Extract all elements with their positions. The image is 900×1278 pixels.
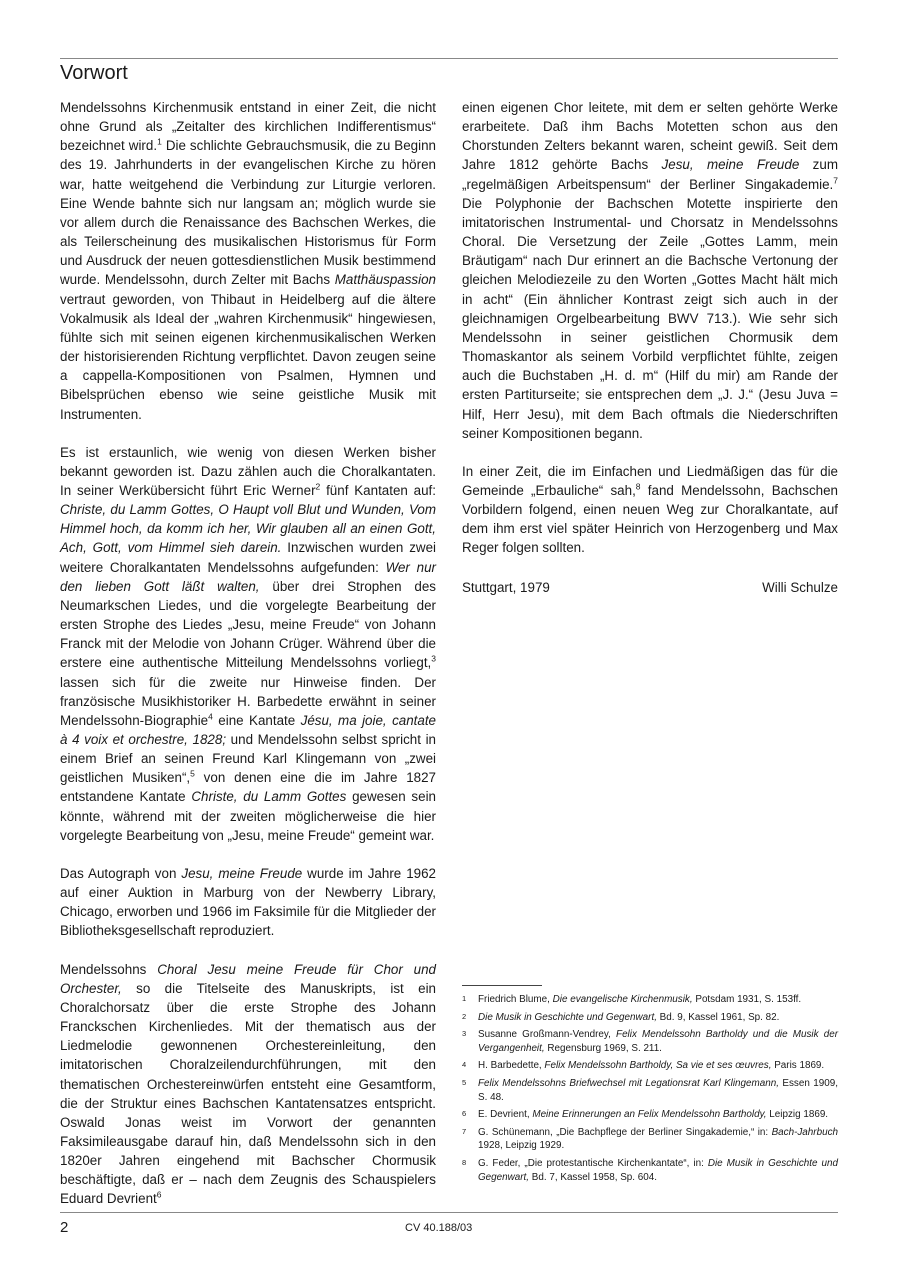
text-run: Susanne Großmann-Vendrey,: [478, 1029, 617, 1041]
signature-line: [462, 578, 838, 597]
text-run: Friedrich Blume,: [478, 994, 553, 1005]
italic-title: Meine Erinnerungen an Felix Mendelssohn Bartholdy,: [532, 1109, 767, 1121]
text-run: Essen 1909, S. 48.: [478, 1077, 838, 1103]
italic-title: Felix Mendelssohn Bartholdy, Sa vie et ses œuvres,: [544, 1060, 772, 1072]
italic-title: Die evangelische Kirchenmusik,: [552, 994, 693, 1005]
footnote-ref: 7: [833, 175, 838, 186]
footnote-ref: 3: [431, 653, 436, 664]
text-run: Bd. 7, Kassel 1958, Sp. 604.: [529, 1171, 657, 1183]
footnote-number: 1: [462, 994, 467, 1003]
footnote-number: 7: [462, 1126, 467, 1136]
footnote-item: [462, 1157, 838, 1184]
italic-title: Choral Jesu meine Freude für Chor und Orchester,: [60, 961, 436, 996]
paragraph: [462, 98, 838, 443]
text-run: eine Kantate: [212, 712, 301, 728]
text-run: vertraut geworden, von Thibaut in Heidelberg auf die ältere Vokalmusik als Ideal der „wahren Kirchenmusik“ hingewiesen, fühlte sich mit seinen eigenen kirchenmusikalischen Werken der historisierenden Richtung verpflichtet. Davon zeugen seine a cappella-Kompositionen von Psalmen, Hymnen und Bibelsprüchen ebenso wie seine geistliche Musik mit Instrumenten.: [60, 291, 436, 422]
italic-title: Christe, du Lamm Gottes, O Haupt voll Blut und Wunden, Vom Himmel hoch, da komm ich her, Wir glauben all an einen Gott, Ach, Gott, vom Himmel sieh darein.: [60, 502, 436, 556]
paragraph: [60, 864, 436, 941]
text-run: Das Autograph von: [60, 865, 182, 881]
bottom-rule: [60, 1212, 838, 1213]
text-run: über drei Strophen des Neumarkschen Liedes, und die vorgelegte Bearbeitung der ersten Strophe des Liedes „Jesu, meine Freude“ von Johann Franck mit der Melodie von Johann Crüger. Während über die erstere eine authentische Mitteilung Mendelssohns vorliegt,: [60, 578, 436, 671]
paragraph: [60, 98, 436, 424]
italic-title: Jesu, meine Freude: [181, 865, 303, 881]
footnote-item: [462, 1059, 838, 1073]
footnote-number: 6: [462, 1109, 467, 1119]
text-run: Die Polyphonie der Bachschen Motette inspirierte den imitatorischen Instrumental- und Chorsatz in Mendelssohns Choral. Die Versetzung der Zeile „Gottes Lamm, mein Bräutigam“ nach Dur erinnert an die Bachsche Vertonung der gleichen Melodiezeile zu den Worten „Gottes Macht hält mich in acht“ (Ein ähnlicher Kontrast zeigt sich auch in der gleichnamigen Orgelbearbeitung BWV 713.). Wie sehr sich Mendelssohn in seiner geistlichen Chormusik dem Thomaskantor als seinem Vorbild verpflichtet fühlte, zeigen auch die Buchstaben „H. d. m“ (Hilf du mir) am Rande der ersten Partiturseite; sie entsprechen dem „J. J.“ (Jesu Juva = Hilf, Herr Jesu), mit dem Bach oftmals die Niederschriften seiner Kompositionen begann.: [462, 195, 838, 441]
footnote-item: [462, 1011, 838, 1025]
catalog-code: CV 40.188/03: [405, 1222, 473, 1234]
italic-title: Die Musik in Geschichte und Gegenwart,: [478, 1157, 839, 1183]
text-run: E. Devrient,: [478, 1109, 533, 1121]
text-run: Potsdam 1931, S. 153ff.: [692, 994, 802, 1005]
text-run: Paris 1869.: [771, 1060, 825, 1072]
italic-title: Felix Mendelssohns Briefwechsel mit Legationsrat Karl Klingemann,: [478, 1077, 779, 1089]
italic-title: Jesu, meine Freude: [661, 157, 800, 173]
text-run: Regensburg 1969, S. 211.: [544, 1042, 662, 1054]
text-run: einen eigenen Chor leitete, mit dem er selten gehörte Werke erarbeitete. Daß ihm Bachs Motetten schon aus den Chorstunden Zelters bekannt waren, scheint gewiß. Seit dem Jahre 1812 gehörte Bachs: [462, 100, 838, 173]
text-run: Mendelssohns Kirchenmusik entstand in einer Zeit, die nicht ohne Grund als „Zeitalter des kirchlichen Indifferentismus“ bezeichnet wird.: [60, 100, 436, 154]
text-run: In einer Zeit, die im Einfachen und Liedmäßigen das für die Gemeinde „Erbauliche“ sah,: [462, 463, 838, 498]
text-run: gewesen sein könnte, während mit der zweiten möglicherweise die hier vorgelegte Bearbeitung von „Jesu, meine Freude“ gemeint war.: [60, 789, 436, 843]
right-column-paragraphs: [462, 98, 838, 558]
text-run: von denen eine die im Jahre 1827 entstandene Kantate: [60, 770, 436, 805]
page-number: 2: [60, 1219, 69, 1236]
signature-place-date: Stuttgart, 1979: [462, 579, 550, 595]
right-column: [462, 98, 838, 597]
text-run: fünf Kantaten auf:: [320, 482, 436, 498]
footnote-number: 2: [462, 1011, 467, 1021]
text-run: Die schlichte Gebrauchsmusik, die zu Beginn des 19. Jahrhunderts in der evangelischen Kirche zu hören war, hatte weitgehend die Verbindung zur Liturgie verloren. Eine Wende bahnte sich nur langsam an; möglich wurde sie vor allem durch die Renaissance des Bachschen Werkes, die als Teilerscheinung des musikalischen Historismus für Form und Ausdruck der neuen gottesdienstlichen Musik bestimmend wurde. Mendelssohn, durch Zelter mit Bachs: [60, 138, 436, 288]
paragraph: [60, 443, 436, 845]
text-run: lassen sich für die zweite nur Hinweise finden. Der französische Musikhistoriker H. Barbedette erwähnt in seiner Mendelssohn-Biographie: [60, 674, 436, 728]
left-column: [60, 98, 436, 1228]
text-run: Mendelssohns: [60, 961, 158, 977]
paragraph: [462, 462, 838, 558]
footnote-ref: 8: [635, 481, 641, 492]
footnote-rule: [462, 985, 542, 986]
italic-title: Christe, du Lamm Gottes: [191, 789, 347, 805]
italic-title: Bach-Jahrbuch: [771, 1126, 838, 1138]
footnote-number: 8: [462, 1157, 467, 1167]
text-run: Inzwischen wurden zwei weitere Choralkantaten Mendelssohns aufgefunden:: [60, 540, 436, 575]
footnote-number: 5: [462, 1077, 467, 1087]
italic-title: Matthäuspassion: [334, 272, 436, 288]
text-run: G. Feder, „Die protestantische Kirchenkantate“, in:: [478, 1157, 708, 1169]
footnote-item: [462, 1028, 838, 1055]
text-run: wurde im Jahre 1962 auf einer Auktion in Marburg von der Newberry Library, Chicago, erworben und 1966 im Faksimile für die Mitglieder der Bibliotheksgesellschaft reproduziert.: [60, 865, 436, 939]
text-run: zum „regelmäßigen Arbeitspensum“ der Berliner Singakademie.: [462, 157, 838, 192]
footnotes-list: [462, 993, 838, 1188]
top-rule: [60, 58, 838, 59]
text-run: Es ist erstaunlich, wie wenig von diesen Werken bisher bekannt geworden ist. Dazu zählen auch die Choralkantaten. In seiner Werkübersicht führt Eric Werner: [60, 444, 436, 498]
footnote-ref: 6: [156, 1189, 162, 1200]
text-run: 1928, Leipzig 1929.: [478, 1140, 565, 1152]
paragraph: [60, 960, 436, 1209]
footnote-ref: 4: [208, 711, 213, 722]
footnote-ref: 5: [190, 768, 195, 779]
text-run: fand Mendelssohn, Bachschen Vorbildern folgend, einen neuen Weg zur Choralkantate, auf dem ihm erst viel später Heinrich von Herzogenberg und Max Reger folgen sollten.: [462, 482, 838, 556]
footnote-number: 4: [462, 1060, 467, 1070]
text-run: und Mendelssohn selbst spricht in einem Brief an seinen Freund Karl Klingemann von „zwei geistlichen Musiken“,: [60, 732, 436, 786]
text-run: so die Titelseite des Manuskripts, ist ein Choralchorsatz über die erste Strophe des Johann Franckschen Kirchenliedes. Mit der thematisch aus der Liedmelodie gewonnenen Orchestereinleitung, den imitatorischen Choralzeilendurchführungen, mit den thematischen Orchestereinwürfen entsteht eine Gesamtform, die der Struktur eines Bachschen Kantatensatzes entspricht. Oswald Jonas weist im Vorwort der genannten Faksimileausgabe darauf hin, daß Mendelssohn sich in den 1820er Jahren eingehend mit Bachscher Chormusik beschäftigte, daß er – nach dem Zeugnis des Schauspielers Eduard Devrient: [60, 980, 436, 1207]
footnote-ref: 2: [315, 481, 321, 492]
footnote-item: [462, 1108, 838, 1122]
footnote-item: [462, 1077, 838, 1104]
footnote-number: 3: [462, 1029, 467, 1039]
text-run: G. Schünemann, „Die Bachpflege der Berliner Singakademie,“ in:: [478, 1126, 772, 1138]
footnote-item: [462, 1126, 838, 1153]
signature-author: Willi Schulze: [762, 579, 838, 595]
text-run: Bd. 9, Kassel 1961, Sp. 82.: [656, 1011, 780, 1023]
footnote-item: [462, 993, 838, 1007]
italic-title: Felix Mendelssohn Bartholdy und die Musik der Vergangenheit,: [478, 1029, 838, 1054]
text-run: Leipzig 1869.: [766, 1109, 829, 1121]
italic-title: Jésu, ma joie, cantate à 4 voix et orchestre, 1828;: [60, 712, 436, 747]
italic-title: Wer nur den lieben Gott läßt walten,: [60, 559, 436, 594]
page-title: Vorwort: [60, 62, 128, 84]
italic-title: Die Musik in Geschichte und Gegenwart,: [478, 1011, 657, 1023]
text-run: H. Barbedette,: [478, 1060, 545, 1072]
footnote-ref: 1: [157, 136, 162, 147]
